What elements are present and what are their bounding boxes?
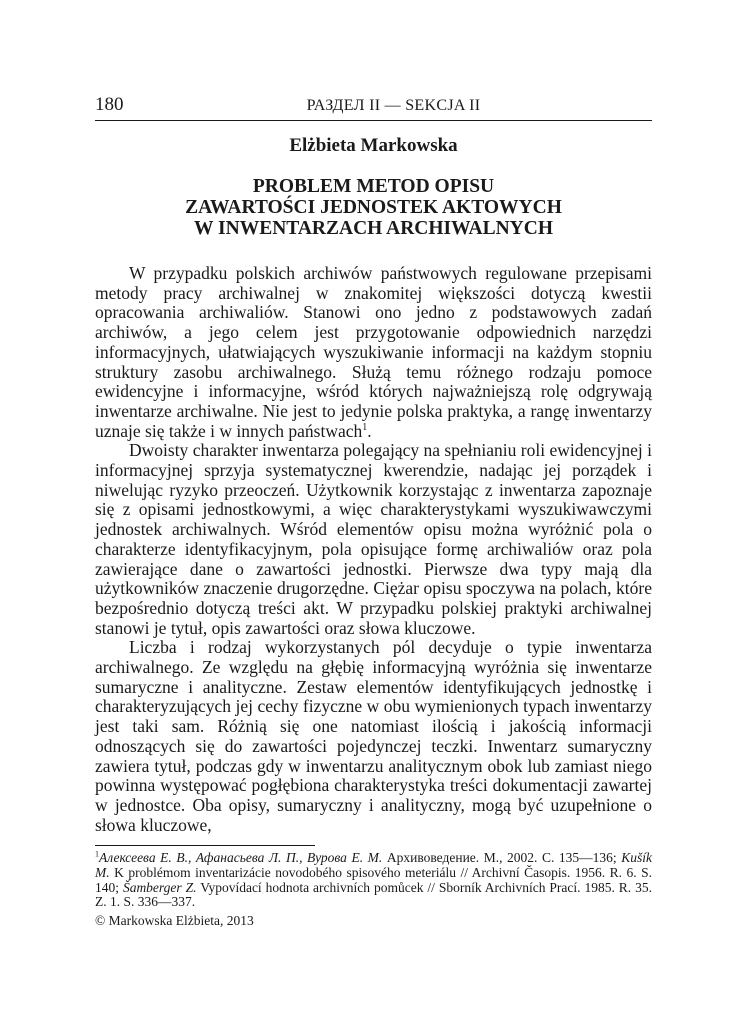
article-body — [95, 264, 652, 835]
body-paragraph: Dwoisty charakter inwentarza polegający na spełnianiu roli ewidencyjnej i informacyjnej sprzyja systematycznej kwerendzie, nadając jej porządek i niwelując ryzyko przeoczeń. Użytkownik korzystając z inwentarza zapoznaje się z opisami jednostkowymi, a więc charakterystykami wyszukiwawczymi jednostek archiwalnych. Wśród elementów opisu można wyróżnić pola o charakterze identyfikacyjnym, pola opisujące formę archiwaliów oraz pola zawierające dane o zawartości jednostki. Pierwsze dwa typy mają dla użytkowników znaczenie drugorzędne. Ciężar opisu spoczywa na polach, które bezpośrednio dotyczą treści akt. W przypadku polskiej praktyki archiwalnej stanowi je tytuł, opis zawartości oraz słowa kluczowe. — [95, 440, 652, 638]
paragraph-end: . — [367, 420, 372, 441]
footnote-authors: Kušík M. — [95, 850, 652, 880]
footnote-1 — [95, 851, 652, 909]
footnote-text: Vypovídací hodnota archivních pomůcek // Sborník Archivních Prací. 1985. R. 35. Z. 1. S. 336—337. — [95, 879, 652, 910]
paragraph-text: W przypadku polskich archiwów państwowych regulowane przepisami metody pracy archiwalnej w znakomitej większości dotyczą kwestii opracowania archiwaliów. Stanowi ono jedno z podstawowych zadań archiwów, a jego celem jest przygotowanie odpowiednich narzędzi informacyjnych, ułatwiających wyszukiwanie informacji na każdym stopniu struktury zasobu archiwalnego. Służą temu różnego rodzaju pomoce ewidencyjne i informacyjne, wśród których najważniejszą rolę odgrywają inwentarze archiwalne. Nie jest to jedynie polska praktyka, a rangę inwentarzy uznaje się także i w innych państwach — [95, 263, 652, 441]
document-page — [95, 92, 652, 928]
page-number: 180 — [95, 94, 124, 115]
footnote-authors: Алексеева Е. В., Афанасьева Л. П., Вурова Е. М. — [99, 850, 383, 866]
body-paragraph — [95, 264, 652, 441]
footnote-authors: Šamberger Z. — [122, 879, 197, 895]
article-author: Elżbieta Markowska — [289, 135, 458, 156]
footnote-reference: 1 — [362, 421, 368, 433]
footnote-text: Архивоведение. М., 2002. С. 135—136; — [382, 850, 622, 866]
body-paragraph: Liczba i rodzaj wykorzystanych pól decyduje o typie inwentarza archiwalnego. Ze względu na głębię informacyjną wyróżnia się inwentarze sumaryczne i analityczne. Zestaw elementów identyfikujących jednostkę i charakteryzujących jej cechy fizyczne w obu wymienionych typach inwentarzy jest taki sam. Różnią się one natomiast ilością i jakością informacji odnoszących się do zawartości pojedynczej teczki. Inwentarz sumaryczny zawiera tytuł, podczas gdy w inwentarzu analitycznym obok lub zamiast niego powinna występować pogłębiona charakterystyka treści dokumentacji zawartej w jednostce. Oba opisy, sumaryczny i analityczny, mogą być uzupełnione o słowa kluczowe, — [95, 637, 652, 835]
footnotes — [95, 851, 652, 928]
footnote-mark: 1 — [95, 849, 99, 859]
footnote-divider — [95, 845, 315, 846]
title-line: PROBLEM METOD OPISU — [252, 176, 495, 197]
footnote-text: K problémom inventarizácie novodobého spisového meteriálu // Archivní Časopis. 1956. R. 6. S. 140; — [95, 864, 652, 895]
title-line: ZAWARTOŚCI JEDNOSTEK AKTOWYCH — [185, 197, 562, 218]
title-line: W INWENTARZACH ARCHIWALNYCH — [194, 218, 553, 239]
running-head: РАЗДЕЛ II — SEKCJA II — [306, 97, 481, 114]
copyright-notice: © Markowska Elżbieta, 2013 — [95, 912, 254, 928]
page-header — [95, 92, 652, 121]
article-title — [95, 176, 652, 239]
